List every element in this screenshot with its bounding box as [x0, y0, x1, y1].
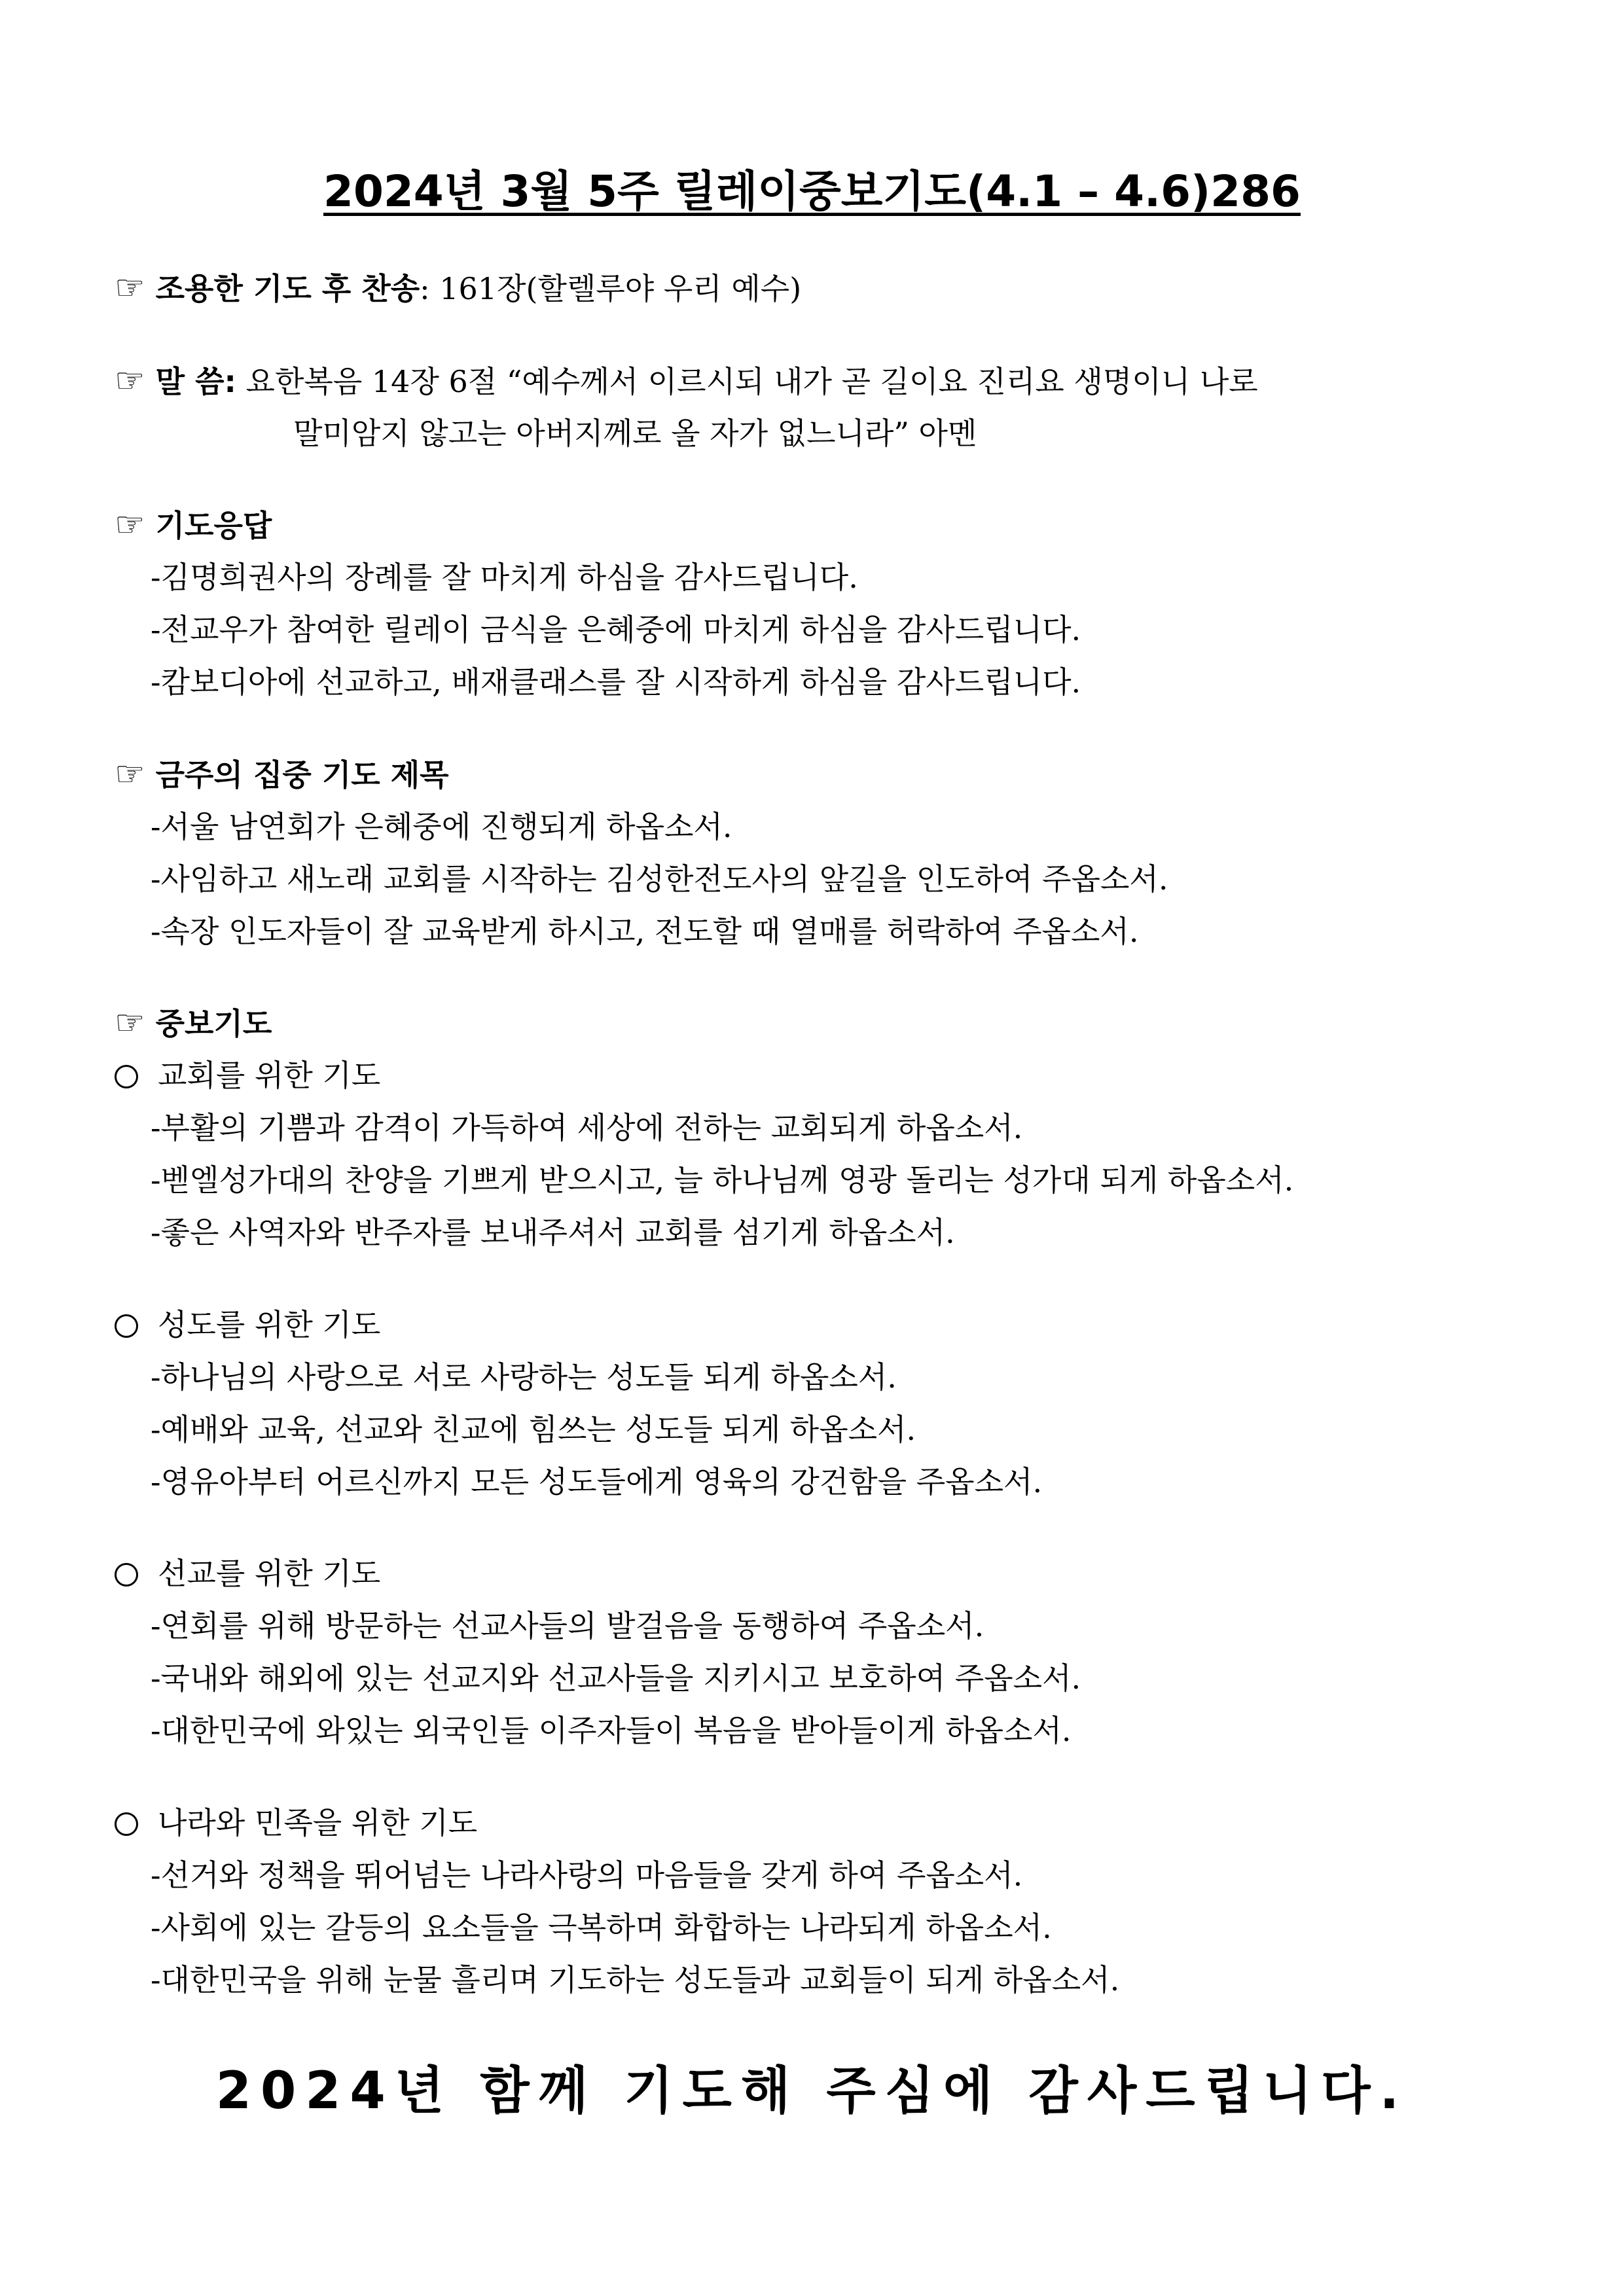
prayer-group-title: 선교를 위한 기도: [115, 1554, 380, 1593]
focus-item: -속장 인도자들이 잘 교육받게 하시고, 전도할 때 열매를 허락하여 주옵소서.: [151, 914, 1139, 949]
intercession-heading: ☞ 중보기도: [115, 1003, 272, 1043]
closing-message: 2024년 함께 기도해 주심에 감사드립니다.: [215, 2062, 1409, 2121]
answer-item: -김명희권사의 장례를 잘 마치게 하심을 감사드립니다.: [151, 560, 858, 595]
hand-pointer-icon: ☞: [115, 755, 145, 794]
word-line-1: [115, 361, 1258, 401]
prayer-item: -대한민국을 위해 눈물 흘리며 기도하는 성도들과 교회들이 되게 하옵소서.: [151, 1962, 1120, 1998]
hymn-value: 161장(할렐루야 우리 예수): [429, 271, 802, 306]
circle-bullet-icon: [115, 1314, 138, 1338]
prayer-item: -대한민국에 와있는 외국인들 이주자들이 복음을 받아들이게 하옵소서.: [151, 1713, 1072, 1748]
prayer-item: -좋은 사역자와 반주자를 보내주셔서 교회를 섬기게 하옵소서.: [151, 1215, 955, 1250]
prayer-group-title: 성도를 위한 기도: [115, 1305, 380, 1344]
prayer-item: -벧엘성가대의 찬양을 기쁘게 받으시고, 늘 하나님께 영광 돌리는 성가대 되게 하옵소서.: [151, 1162, 1294, 1198]
circle-bullet-icon: [115, 1065, 138, 1088]
hymn-label: 조용한 기도 후 찬송: [155, 271, 420, 306]
hand-pointer-icon: ☞: [115, 361, 145, 401]
page-title: 2024년 3월 5주 릴레이중보기도(4.1 – 4.6)286: [323, 166, 1301, 217]
prayer-item: -하나님의 사랑으로 서로 사랑하는 성도들 되게 하옵소서.: [151, 1359, 897, 1395]
prayer-item: -선거와 정책을 뛰어넘는 나라사랑의 마음들을 갖게 하여 주옵소서.: [151, 1857, 1023, 1893]
circle-bullet-icon: [115, 1563, 138, 1587]
focus-item: -사임하고 새노래 교회를 시작하는 김성한전도사의 앞길을 인도하여 주옵소서.: [151, 861, 1168, 897]
prayer-item: -영유아부터 어르신까지 모든 성도들에게 영육의 강건함을 주옵소서.: [151, 1464, 1043, 1499]
hand-pointer-icon: ☞: [115, 505, 145, 545]
word-text-1: 요한복음 14장 6절 “예수께서 이르시되 내가 곧 길이요 진리요 생명이니 나로: [236, 364, 1258, 399]
prayer-group-title: 교회를 위한 기도: [115, 1056, 380, 1095]
word-label: 말 씀:: [155, 364, 236, 399]
hand-pointer-icon: ☞: [115, 1003, 145, 1043]
word-line-2: 말미암지 않고는 아버지께로 올 자가 없느니라” 아멘: [293, 416, 977, 451]
prayer-item: -예배와 교육, 선교와 친교에 힘쓰는 성도들 되게 하옵소서.: [151, 1412, 916, 1447]
circle-bullet-icon: [115, 1812, 138, 1836]
prayer-item: -부활의 기쁨과 감격이 가득하여 세상에 전하는 교회되게 하옵소서.: [151, 1110, 1023, 1145]
answer-item: -캄보디아에 선교하고, 배재클래스를 잘 시작하게 하심을 감사드립니다.: [151, 664, 1081, 700]
focus-heading: ☞ 금주의 집중 기도 제목: [115, 755, 449, 794]
prayer-item: -연회를 위해 방문하는 선교사들의 발걸음을 동행하여 주옵소서.: [151, 1608, 984, 1643]
answer-item: -전교우가 참여한 릴레이 금식을 은혜중에 마치게 하심을 감사드립니다.: [151, 612, 1081, 647]
hymn-colon: :: [420, 271, 430, 306]
prayer-item: -국내와 해외에 있는 선교지와 선교사들을 지키시고 보호하여 주옵소서.: [151, 1660, 1081, 1696]
prayer-item: -사회에 있는 갈등의 요소들을 극복하며 화합하는 나라되게 하옵소서.: [151, 1910, 1052, 1945]
hand-pointer-icon: ☞: [115, 268, 145, 308]
prayer-group-title: 나라와 민족을 위한 기도: [115, 1803, 477, 1842]
answers-heading: ☞ 기도응답: [115, 505, 272, 545]
focus-item: -서울 남연회가 은혜중에 진행되게 하옵소서.: [151, 809, 732, 844]
hymn-line: [115, 268, 801, 308]
